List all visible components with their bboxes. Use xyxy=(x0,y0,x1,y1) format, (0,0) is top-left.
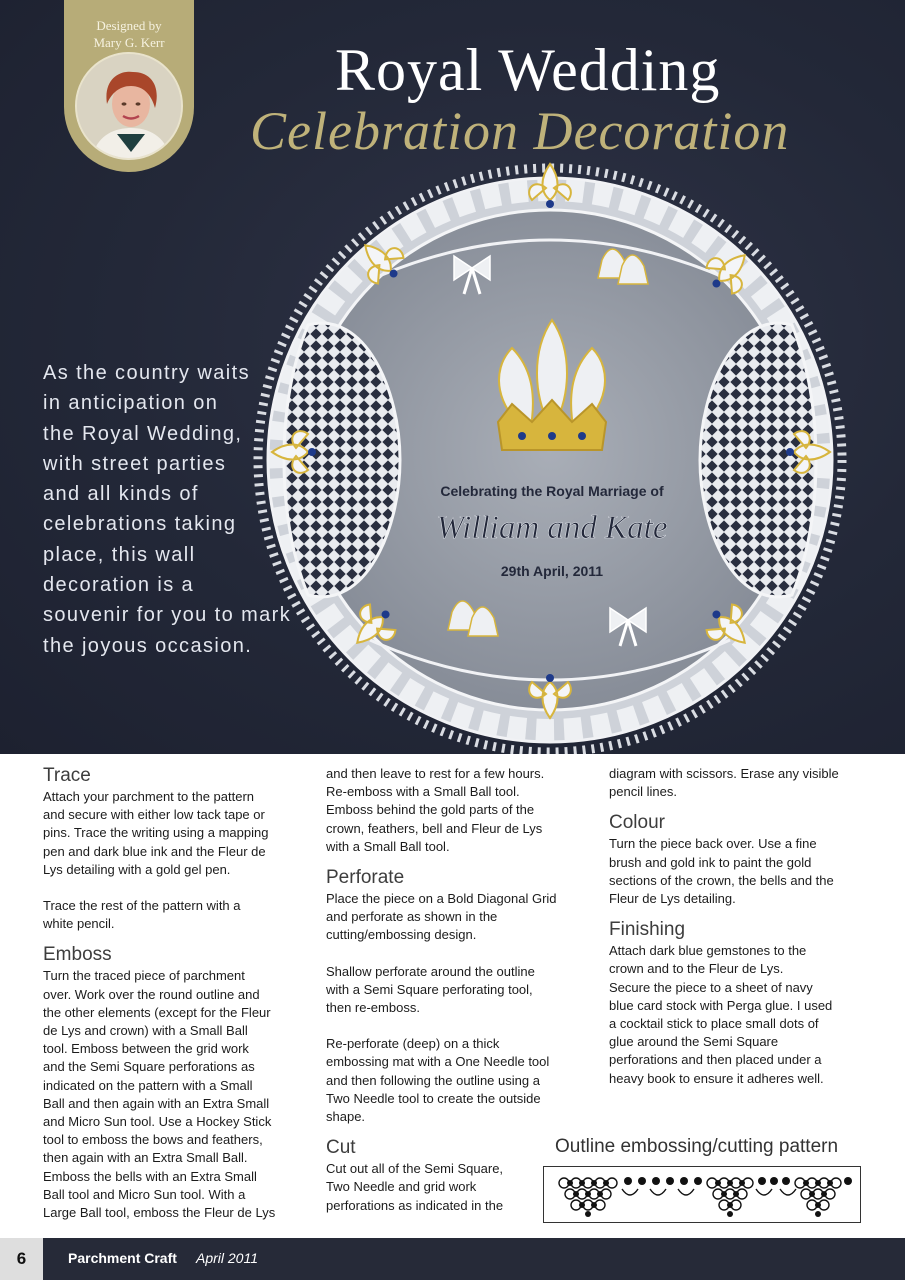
intro-line: celebrations taking xyxy=(43,513,237,536)
emboss-text-line: de Lys and crown) with a Small Ball xyxy=(43,1023,248,1039)
emboss-text-line: and then leave to rest for a few hours. xyxy=(326,766,545,781)
perforate-text-line: then re-emboss. xyxy=(326,1000,420,1016)
pattern-caption: Outline embossing/cutting pattern xyxy=(555,1136,839,1157)
section-heading-cut: Cut xyxy=(326,1137,356,1159)
trace-text-line: and secure with either low tack tape or xyxy=(43,807,265,823)
intro-line: in anticipation on xyxy=(43,392,219,415)
finishing-text-line: glue around the Semi Square xyxy=(609,1034,779,1050)
cut-text-line: Two Needle and grid work xyxy=(326,1179,477,1195)
perforate-text-line: cutting/embossing design. xyxy=(326,927,477,943)
trace-text-line: pen and dark blue ink and the Fleur de xyxy=(43,843,266,859)
section-heading-colour: Colour xyxy=(609,812,665,834)
emboss-text-line: Emboss the bells with an Extra Small xyxy=(43,1168,257,1184)
finishing-text-line: perforations and then placed under a xyxy=(609,1052,822,1068)
emboss-text-line: and the Semi Square perforations as xyxy=(43,1059,255,1075)
colour-text-line: Fleur de Lys detailing. xyxy=(609,891,736,907)
artwork-line-3: 29th April, 2011 xyxy=(500,563,604,579)
perforate-text-line: and perforate as shown in the xyxy=(326,909,498,925)
emboss-text-line: Re-emboss with a Small Ball tool. xyxy=(326,784,520,800)
page-number: 6 xyxy=(0,1238,43,1280)
perforate-text-line: with a Semi Square perforating tool, xyxy=(326,981,533,997)
colour-text-line: sections of the crown, the bells and the xyxy=(609,872,834,888)
perforate-text-line: Place the piece on a Bold Diagonal Grid xyxy=(326,891,557,907)
perforate-text-line: embossing mat with a One Needle tool xyxy=(326,1054,550,1070)
magazine-name: Parchment Craft xyxy=(68,1250,177,1266)
cut-text-line: perforations as indicated in the xyxy=(326,1197,504,1213)
intro-line: the Royal Wedding, xyxy=(43,422,243,445)
section-heading-finishing: Finishing xyxy=(609,919,686,941)
finishing-text-line: blue card stock with Perga glue. I used xyxy=(609,997,833,1013)
designer-label: Designed by xyxy=(96,18,162,33)
section-heading-emboss: Emboss xyxy=(43,944,112,966)
intro-line: decoration is a xyxy=(43,574,195,597)
cut-text-line: diagram with scissors. Erase any visible xyxy=(609,766,839,781)
emboss-text-line: tool. Emboss between the grid work xyxy=(43,1041,249,1057)
emboss-text-line: and Micro Sun tool. Use a Hockey Stick xyxy=(43,1114,272,1130)
intro-line: with street parties xyxy=(43,452,227,475)
designer-name: Mary G. Kerr xyxy=(93,35,165,50)
emboss-text-line: with a Small Ball tool. xyxy=(326,838,450,854)
issue-date: April 2011 xyxy=(196,1250,259,1266)
trace-text-line: Lys detailing with a gold gel pen. xyxy=(43,861,231,877)
perforate-text-line: Two Needle tool to create the outside xyxy=(326,1090,541,1106)
perforate-text-line: Re-perforate (deep) on a thick xyxy=(326,1036,500,1052)
emboss-text-line: indicated on the pattern with a Small xyxy=(43,1077,253,1093)
article-column-2 xyxy=(326,765,591,1215)
trace-text-line: white pencil. xyxy=(43,916,115,932)
emboss-text-line: Large Ball tool, emboss the Fleur de Lys xyxy=(43,1205,276,1221)
parchment-doily-artwork xyxy=(250,160,850,754)
intro-line: and all kinds of xyxy=(43,483,199,506)
section-heading-trace: Trace xyxy=(43,765,91,786)
perforate-text-line: Shallow perforate around the outline xyxy=(326,963,535,979)
emboss-text-line: over. Work over the round outline and xyxy=(43,986,260,1002)
cut-text-line: pencil lines. xyxy=(609,784,677,800)
article-title: Royal Wedding xyxy=(335,37,721,103)
emboss-text-line: crown, feathers, bell and Fleur de Lys xyxy=(326,820,543,836)
finishing-text-line: Attach dark blue gemstones to the xyxy=(609,943,807,959)
section-heading-perforate: Perforate xyxy=(326,867,405,889)
finishing-text-line: heavy book to ensure it adheres well. xyxy=(609,1070,824,1086)
intro-line: As the country waits xyxy=(43,362,250,384)
page-footer xyxy=(0,1238,905,1280)
emboss-text-line: Emboss behind the gold parts of the xyxy=(326,802,535,818)
designer-portrait xyxy=(75,52,183,160)
artwork-line-1: Celebrating the Royal Marriage of xyxy=(440,483,664,499)
emboss-text-line: Ball and then again with an Extra Small xyxy=(43,1095,270,1111)
perforate-text-line: and then following the outline using a xyxy=(326,1072,540,1088)
intro-line: souvenir for you to mark xyxy=(43,604,292,627)
pattern-drawing xyxy=(544,1167,859,1221)
trace-text-line: Trace the rest of the pattern with a xyxy=(43,898,241,914)
finishing-text-line: a cocktail stick to place small dots of xyxy=(609,1016,819,1032)
designer-badge xyxy=(64,0,194,172)
artwork-line-2: William and Kate xyxy=(436,510,668,546)
trace-text-line: Attach your parchment to the pattern xyxy=(43,789,255,804)
colour-text-line: Turn the piece back over. Use a fine xyxy=(609,836,817,852)
outline-pattern-diagram xyxy=(543,1166,861,1223)
article-column-3 xyxy=(609,765,879,1088)
emboss-text-line: then again with an Extra Small Ball. xyxy=(43,1150,248,1166)
emboss-text-line: Ball tool and Micro Sun tool. With a xyxy=(43,1186,246,1202)
article-column-1 xyxy=(43,764,308,1222)
article-subtitle: Celebration Decoration xyxy=(250,101,790,161)
colour-text-line: brush and gold ink to paint the gold xyxy=(609,854,812,870)
intro-line: the joyous occasion. xyxy=(43,634,253,657)
perforate-text-line: shape. xyxy=(326,1109,366,1125)
emboss-text-line: Turn the traced piece of parchment xyxy=(43,968,245,984)
finishing-text-line: crown and to the Fleur de Lys. xyxy=(609,961,784,977)
emboss-text-line: tool to emboss the bows and feathers, xyxy=(43,1132,263,1148)
finishing-text-line: Secure the piece to a sheet of navy xyxy=(609,979,813,995)
cut-text-line: Cut out all of the Semi Square, xyxy=(326,1161,504,1177)
emboss-text-line: the other elements (except for the Fleur xyxy=(43,1004,271,1020)
trace-text-line: pins. Trace the writing using a mapping xyxy=(43,825,269,841)
intro-line: place, this wall xyxy=(43,543,196,566)
